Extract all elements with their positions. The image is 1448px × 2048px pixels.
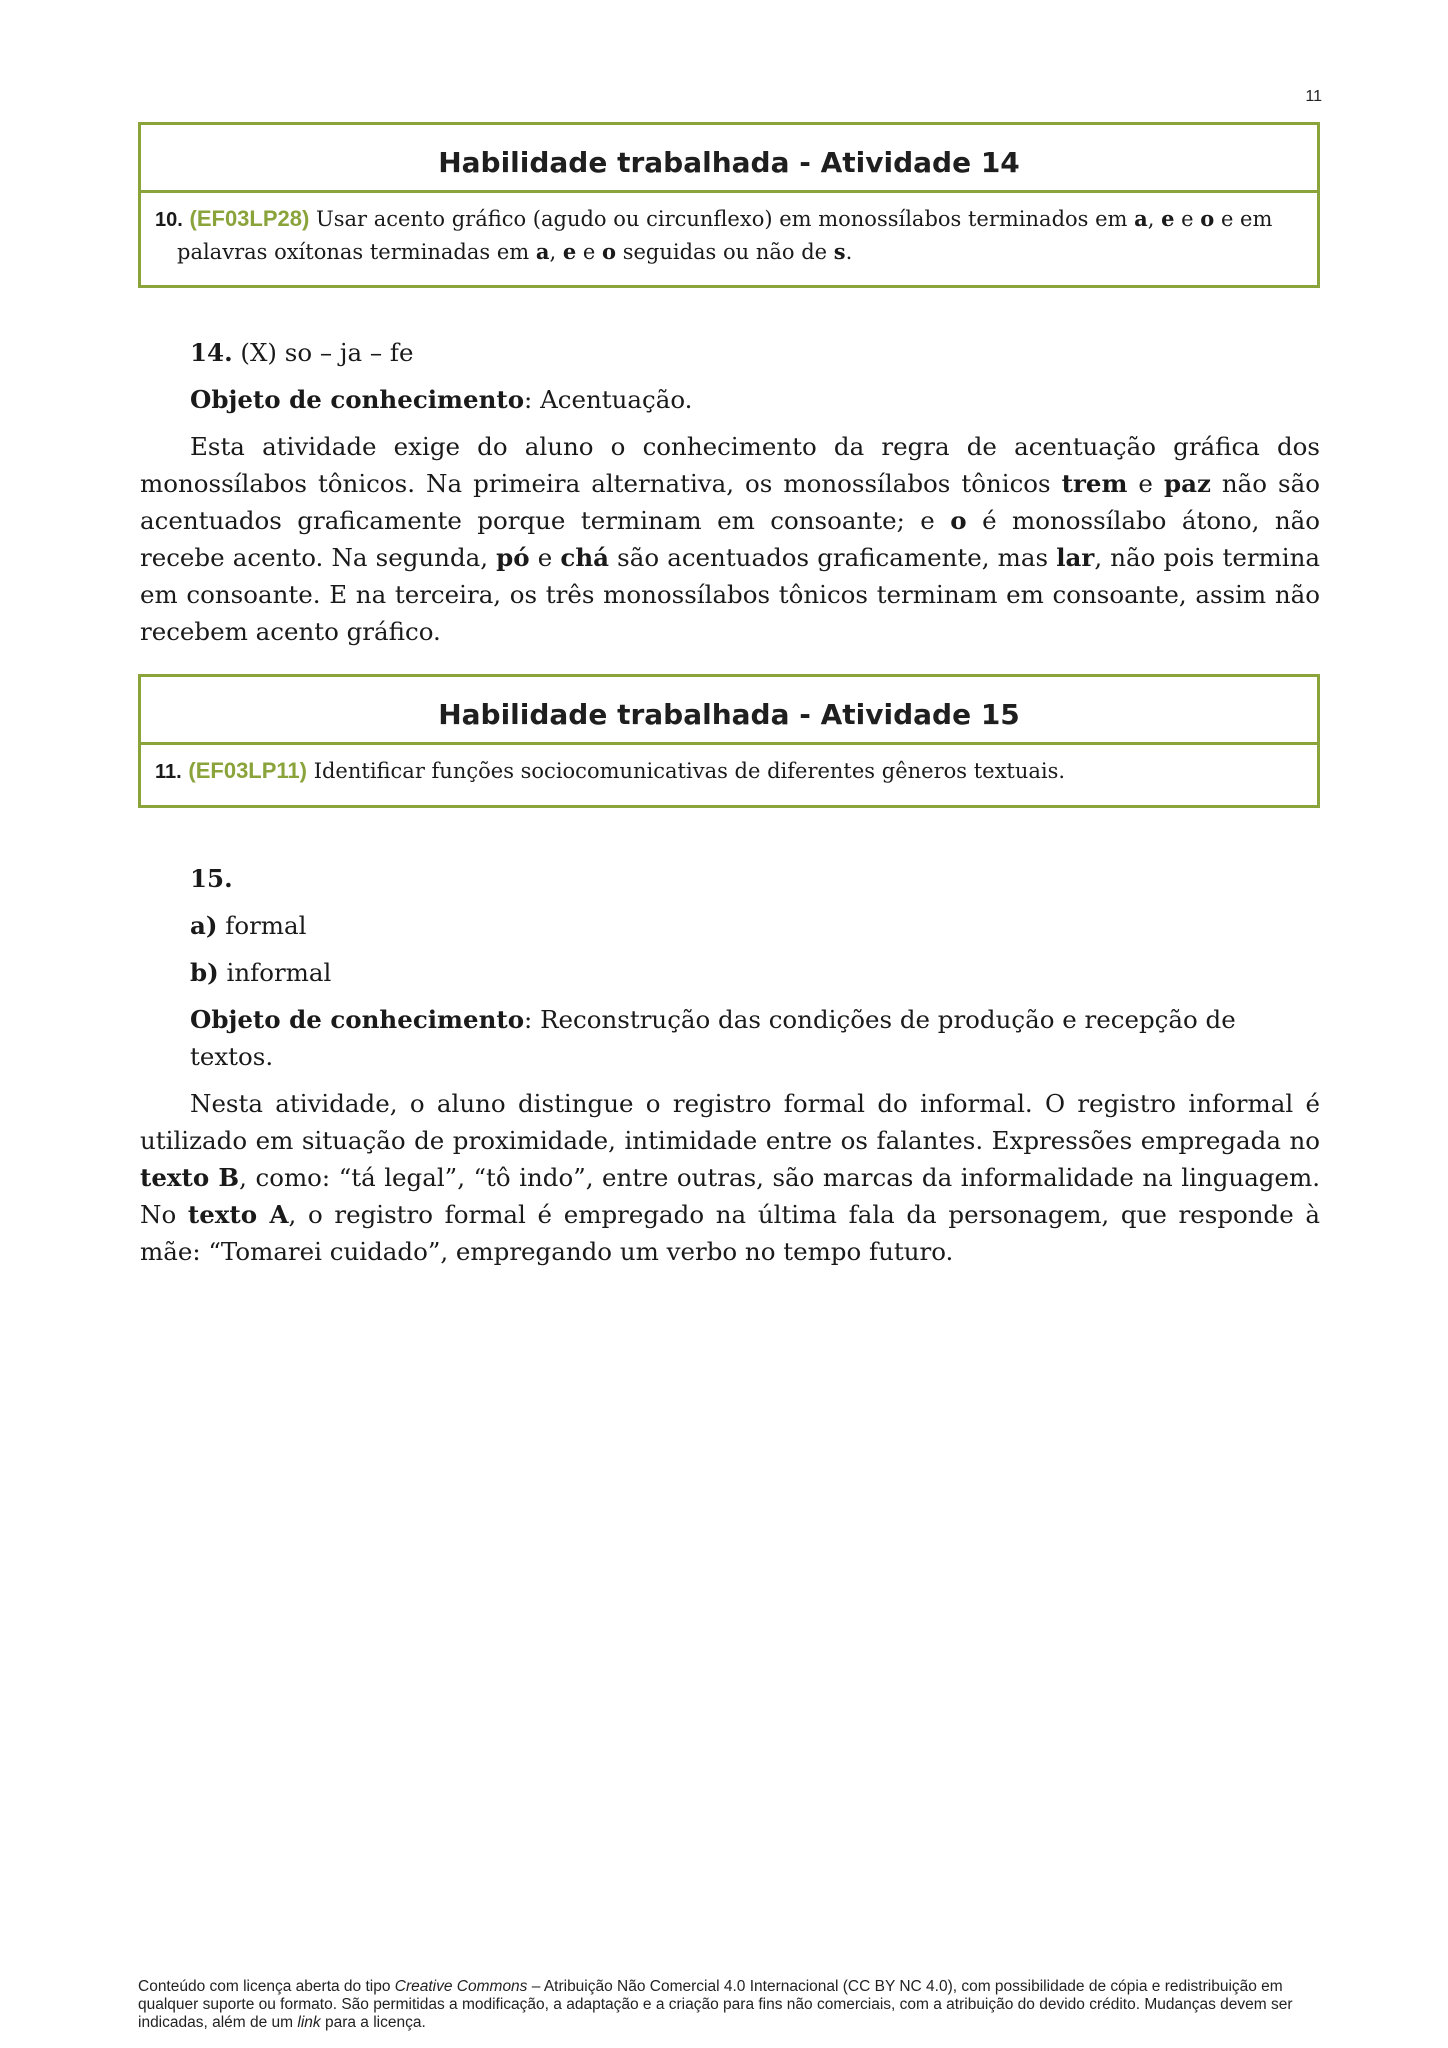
skill-text-bold: o — [1200, 206, 1215, 231]
answer-text: informal — [218, 958, 332, 987]
explanation-paragraph — [140, 428, 1320, 650]
objeto-line — [190, 1001, 1320, 1075]
paragraph-bold: texto B — [140, 1163, 240, 1192]
skill-text-bold: a — [535, 239, 550, 264]
skill-box-activity-15 — [138, 674, 1320, 808]
skill-description — [141, 193, 1317, 268]
objeto-value: : Acentuação. — [524, 385, 693, 414]
skill-text-bold: o — [602, 239, 617, 264]
skill-text-bold: e — [562, 239, 577, 264]
skill-number: 11. — [155, 761, 182, 783]
footer-italic: link — [297, 2014, 321, 2031]
skill-text: Usar acento gráfico (agudo ou circunflexo) em monossílabos terminados em — [316, 207, 1135, 231]
answer-line — [190, 334, 1320, 371]
skill-text: Identificar funções sociocomunicativas de diferentes gêneros textuais. — [313, 759, 1066, 783]
paragraph-text: é monossílabo átono, não recebe acento. Na segunda, — [140, 506, 1320, 572]
paragraph-text: , o registro formal é empregado na última fala da personagem, que responde à mãe: “Tomarei cuidado”, empregando um verbo no tempo futuro. — [140, 1200, 1320, 1266]
objeto-label: Objeto de conhecimento — [190, 1005, 525, 1034]
paragraph-text: não são acentuados graficamente porque terminam em consoante; e — [140, 469, 1320, 535]
skill-number: 10. — [155, 209, 183, 231]
skill-text-line-2 — [155, 236, 1301, 268]
paragraph-text: e — [1127, 469, 1164, 498]
skill-text: , — [549, 240, 563, 264]
skill-code: (EF03LP28) — [189, 206, 310, 231]
skill-text-bold: s — [833, 239, 846, 264]
license-footer — [138, 1978, 1320, 2032]
skill-box-activity-14 — [138, 122, 1320, 288]
skill-description — [141, 745, 1317, 788]
answer-section-15 — [140, 860, 1320, 1270]
paragraph-bold: trem — [1061, 469, 1128, 498]
paragraph-text: e — [529, 543, 561, 572]
skill-text: e — [1174, 207, 1201, 231]
skill-text: . — [845, 240, 853, 264]
paragraph-text: Nesta atividade, o aluno distingue o registro formal do informal. O registro informal é utilizado em situação de proximidade, intimidade entre os falantes. Expressões empregada no — [140, 1089, 1320, 1155]
footer-italic: Creative Commons — [394, 1978, 528, 1995]
skill-box-title: Habilidade trabalhada - Atividade 14 — [141, 125, 1317, 193]
answer-number: 14. — [190, 338, 233, 367]
answer-text: (X) so – ja – fe — [232, 338, 414, 367]
footer-text: Conteúdo com licença aberta do tipo — [138, 1978, 395, 1995]
skill-code: (EF03LP11) — [188, 758, 307, 783]
answer-section-14 — [140, 334, 1320, 650]
answer-text: formal — [217, 911, 307, 940]
objeto-label: Objeto de conhecimento — [190, 385, 525, 414]
paragraph-text: , não pois termina em consoante. E na terceira, os três monossílabos tônicos terminam em consoante, assim não recebem acento gráfico. — [140, 543, 1320, 646]
answer-label: b) — [190, 958, 219, 987]
paragraph-text: , como: “tá legal”, “tô indo”, entre outras, são marcas da informalidade na linguagem. No — [140, 1163, 1320, 1229]
paragraph-text: Esta atividade exige do aluno o conhecimento da regra de acentuação gráfica dos monossílabos tônicos. Na primeira alternativa, os monossílabos tônicos — [140, 432, 1320, 498]
skill-text: , — [1147, 207, 1162, 231]
objeto-line — [190, 381, 1320, 418]
skill-text-bold: a — [1134, 206, 1148, 231]
paragraph-text: são acentuados graficamente, mas — [609, 543, 1057, 572]
answer-number: 15. — [190, 864, 233, 893]
page-number: 11 — [1305, 88, 1322, 105]
answer-label: a) — [190, 911, 218, 940]
answer-a — [190, 907, 1320, 944]
paragraph-bold: lar — [1056, 543, 1095, 572]
skill-text: e em — [1214, 207, 1273, 231]
answer-line — [190, 860, 1320, 897]
explanation-paragraph — [140, 1085, 1320, 1270]
skill-box-title: Habilidade trabalhada - Atividade 15 — [141, 677, 1317, 745]
answer-b — [190, 954, 1320, 991]
paragraph-bold: o — [950, 506, 967, 535]
footer-text: – Atribuição Não Comercial 4.0 Internacional (CC BY NC 4.0), com possibilidade de cópia e redistribuição em qualquer suporte ou formato. São permitidas a modificação, a adaptação e a criação para fins não comerciais, com a atribuição do devido crédito. Mudanças devem ser indicadas, além de um — [138, 1978, 1293, 2031]
paragraph-bold: texto A — [187, 1200, 289, 1229]
skill-text: seguidas ou não de — [616, 240, 834, 264]
paragraph-bold: paz — [1163, 469, 1211, 498]
paragraph-bold: chá — [560, 543, 610, 572]
objeto-value: : Reconstrução das condições de produção e recepção de textos. — [190, 1005, 1236, 1071]
skill-text-bold: e — [1161, 206, 1175, 231]
skill-text: palavras oxítonas terminadas em — [177, 240, 536, 264]
paragraph-bold: pó — [496, 543, 530, 572]
footer-text: para a licença. — [320, 2014, 426, 2031]
skill-text: e — [576, 240, 602, 264]
